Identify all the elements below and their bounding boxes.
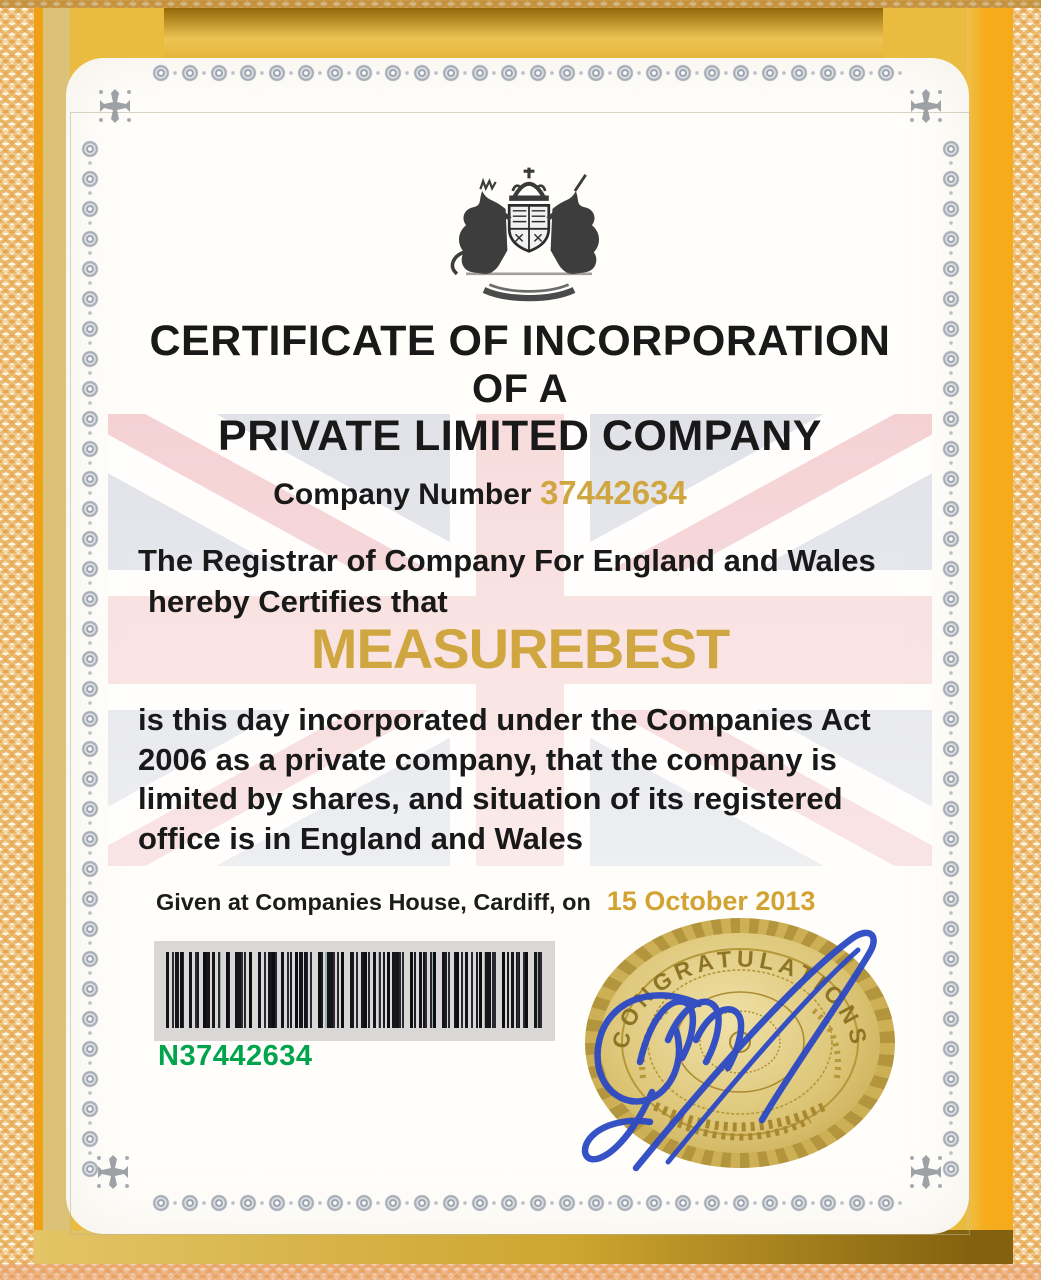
title-line: OF A bbox=[471, 367, 569, 411]
registrar-line: hereby Certifies that bbox=[148, 584, 448, 619]
page-title bbox=[110, 316, 930, 460]
company-number-line bbox=[160, 474, 800, 512]
barcode-number: N37442634 bbox=[158, 1040, 313, 1072]
rosette-border-ornament bbox=[938, 136, 964, 1180]
incorporation-statement bbox=[138, 700, 948, 858]
gold-frame-left bbox=[34, 8, 70, 1264]
gold-frame-bottom bbox=[34, 1230, 1013, 1264]
registrar-statement bbox=[138, 540, 938, 622]
royal-coat-of-arms bbox=[430, 160, 628, 312]
company-name: MEASUREBEST bbox=[310, 617, 730, 680]
company-number-barcode bbox=[154, 941, 555, 1041]
rosette-border-ornament bbox=[148, 60, 906, 86]
seal-engraving bbox=[585, 918, 895, 1166]
statement-line: limited by shares, and situation of its registered bbox=[138, 781, 843, 816]
rosette-border-ornament bbox=[148, 1190, 906, 1216]
company-number-value: 37442634 bbox=[539, 474, 687, 511]
issue-date: 15 October 2013 bbox=[606, 886, 816, 916]
issue-line bbox=[156, 886, 815, 917]
gold-frame-right bbox=[967, 8, 1013, 1264]
title-line: PRIVATE LIMITED COMPANY bbox=[218, 412, 822, 460]
statement-line: 2006 as a private company, that the company is bbox=[138, 741, 837, 777]
rosette-border-ornament bbox=[77, 136, 103, 1180]
barcode-bars bbox=[166, 952, 543, 1028]
title-line: CERTIFICATE OF INCORPORATION bbox=[149, 317, 891, 365]
gold-embossed-seal bbox=[585, 918, 895, 1168]
company-number-label: Company Number bbox=[273, 478, 532, 511]
registrar-line: The Registrar of Company For England and Wales bbox=[138, 543, 876, 578]
gold-frame-top bbox=[34, 8, 1013, 64]
statement-line: office is in England and Wales bbox=[138, 820, 583, 856]
issue-place-label: Given at Companies House, Cardiff, on bbox=[156, 889, 591, 915]
seal-text: CONGRATULATIONS bbox=[606, 945, 874, 1051]
svg-text:CONGRATULATIONS bbox=[607, 945, 873, 1051]
statement-line: is this day incorporated under the Companies Act bbox=[138, 702, 871, 737]
